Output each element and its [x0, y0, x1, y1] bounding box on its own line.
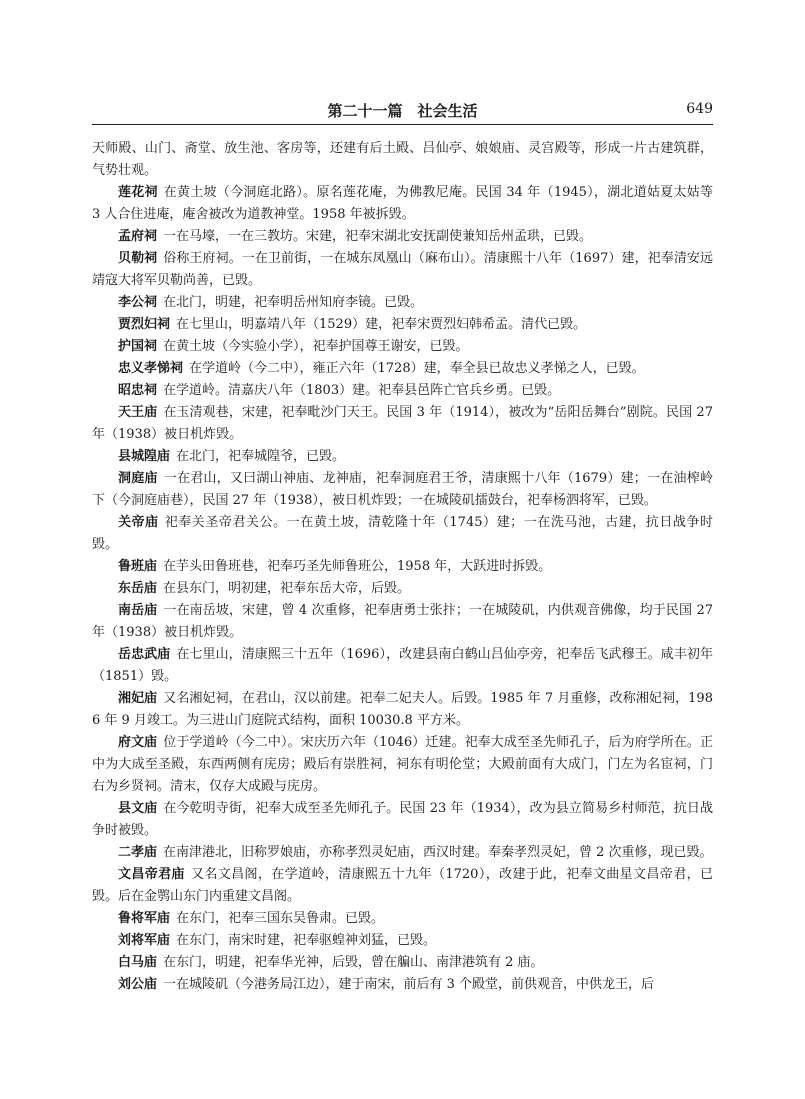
entry-paragraph [92, 512, 713, 556]
entry-term: 鲁将军庙 [118, 911, 171, 926]
entry-text: 在芋头田鲁班巷，祀奉巧圣先师鲁班公，1958 年，大跃进时拆毁。 [163, 559, 552, 574]
entry-paragraph [92, 908, 713, 930]
entry-text: 在学道岭。清嘉庆八年（1803）建。祀奉县邑阵亡官兵乡勇。已毁。 [163, 383, 561, 398]
entry-paragraph [92, 358, 713, 380]
entry-text: 在北门，祀奉城隍爷，已毁。 [176, 449, 346, 464]
entry-term: 贾烈妇祠 [118, 317, 171, 332]
entry-paragraph [92, 842, 713, 864]
entry-term: 莲花祠 [118, 185, 158, 200]
entry-text: 在学道岭（今二中），雍正六年（1728）建，奉全县已故忠义孝悌之人，已毁。 [189, 361, 645, 376]
entry-term: 县文庙 [118, 801, 158, 816]
entry-text: 在县东门，明初建，祀奉东岳大帝，后毁。 [163, 581, 411, 596]
entry-text: 在玉清观巷，宋建，祀奉毗沙门天王。民国 3 年（1914），被改为“岳阳岳舞台”剧院。民国 27 年（1938）被日机炸毁。 [92, 405, 713, 442]
entry-paragraph [92, 930, 713, 952]
entry-paragraph [92, 292, 713, 314]
entry-paragraph [92, 732, 713, 798]
entry-text: 在今乾明寺街，祀奉大成至圣先师孔子。民国 23 年（1934），改为县立简易乡村师范，抗日战争时被毁。 [92, 801, 713, 838]
entry-paragraph [92, 226, 713, 248]
entry-paragraph [92, 644, 713, 688]
entry-paragraph [92, 952, 713, 974]
entry-text: 祀奉关圣帝君关公。一在黄土坡，清乾隆十年（1745）建；一在洗马池，古建，抗日战争时毁。 [92, 515, 713, 552]
entry-text: 一在马壕，一在三教坊。宋建，祀奉宋湖北安抚副使兼知岳州孟珙，已毁。 [163, 229, 593, 244]
entry-term: 白马庙 [118, 955, 158, 970]
header-divider [92, 124, 713, 125]
entry-text: 在黄土坡（今洞庭北路）。原名莲花庵，为佛教尼庵。民国 34 年（1945），湖北道姑夏太姑等 3 人合住进庵，庵舍被改为道教神堂。1958 年被拆毁。 [92, 185, 713, 222]
entry-text: 在七里山，明嘉靖八年（1529）建，祀奉宋贾烈妇韩希孟。清代已毁。 [176, 317, 587, 332]
entry-term: 府文庙 [118, 735, 158, 750]
entry-text: 在七里山，清康熙三十五年（1696），改建县南白鹤山吕仙亭旁，祀奉岳飞武穆王。咸丰初年（1851）毁。 [92, 647, 713, 684]
chapter-title: 第二十一篇 社会生活 [327, 102, 478, 120]
entry-paragraph [92, 380, 713, 402]
entry-term: 鲁班庙 [118, 559, 158, 574]
entry-term: 李公祠 [118, 295, 158, 310]
entry-term: 护国祠 [118, 339, 158, 354]
entry-paragraph [92, 578, 713, 600]
entry-text: 位于学道岭（今二中）。宋庆历六年（1046）迁建。祀奉大成至圣先师孔子，后为府学所在。正中为大成至圣殿，东西两侧有庑房；殿后有崇胜祠，祠东有明伦堂；大殿前面有大成门，门左为名宦祠，门右为乡贤祠。清末，仅存大成殿与庑房。 [92, 735, 713, 794]
entry-text: 在东门，明建，祀奉华光神，后毁，曾在艑山、南津港筑有 2 庙。 [163, 955, 544, 970]
entry-term: 南岳庙 [118, 603, 158, 618]
entry-text: 在北门，明建，祀奉明岳州知府李镜。已毁。 [163, 295, 424, 310]
entry-term: 洞庭庙 [118, 471, 158, 486]
intro-paragraph: 天师殿、山门、斋堂、放生池、客房等，还建有后土殿、吕仙亭、娘娘庙、灵宫殿等，形成一片古建筑群，气势壮观。 [92, 141, 713, 178]
page-number: 649 [686, 101, 713, 117]
entry-paragraph [92, 864, 713, 908]
entry-text: 又名文昌阁，在学道岭，清康熙五十九年（1720），改建于此，祀奉文曲星文昌帝君，已毁。后在金鹗山东门内重建文昌阁。 [92, 867, 713, 904]
entry-paragraph [92, 446, 713, 468]
entry-text: 一在君山，又曰湖山神庙、龙神庙，祀奉洞庭君王爷，清康熙十八年（1679）建；一在油榨岭下（今洞庭庙巷），民国 27 年（1938），被日机炸毁；一在城陵矶擂鼓台，祀奉杨泗将军，已毁。 [92, 471, 713, 508]
entry-text: 在南津港北，旧称罗娘庙，亦称孝烈灵妃庙，西汉时建。奉秦孝烈灵妃，曾 2 次重修，现已毁。 [163, 845, 713, 860]
entry-term: 昭忠祠 [118, 383, 158, 398]
entry-paragraph [92, 556, 713, 578]
entry-paragraph [92, 182, 713, 226]
entry-term: 二孝庙 [118, 845, 158, 860]
entry-paragraph [92, 688, 713, 732]
entry-text: 一在南岳坡，宋建，曾 4 次重修，祀奉唐勇士张抃；一在城陵矶，内供观音佛像，均于民国 27 年（1938）被日机炸毁。 [92, 603, 713, 640]
entry-paragraph [92, 248, 713, 292]
entry-text: 一在城陵矶（今港务局江边），建于南宋，前后有 3 个殿堂，前供观音，中供龙王，后 [163, 977, 655, 992]
entry-paragraph [92, 314, 713, 336]
entry-term: 县城隍庙 [118, 449, 171, 464]
entry-term: 东岳庙 [118, 581, 158, 596]
entry-term: 孟府祠 [118, 229, 158, 244]
entry-paragraph [92, 336, 713, 358]
entry-text: 俗称王府祠。一在卫前街，一在城东凤凰山（麻布山）。清康熙十八年（1697）建，祀奉清安远靖寇大将军贝勒尚善，已毁。 [92, 251, 713, 288]
entry-text: 在东门，南宋时建，祀奉驱蝗神刘猛，已毁。 [176, 933, 437, 948]
entry-text: 在黄土坡（今实验小学），祀奉护国尊王谢安，已毁。 [163, 339, 469, 354]
entry-term: 忠义孝悌祠 [118, 361, 184, 376]
entry-paragraph [92, 600, 713, 644]
entry-term: 湘妃庙 [118, 691, 158, 706]
entry-paragraph [92, 974, 713, 996]
entry-term: 贝勒祠 [118, 251, 158, 266]
page-header [92, 98, 713, 120]
page-body [92, 138, 713, 996]
entry-text: 又名湘妃祠，在君山，汉以前建。祀奉二妃夫人。后毁。1985 年 7 月重修，改称湘妃祠，1986 年 9 月竣工。为三进山门庭院式结构，面积 10030.8 平方米。 [92, 691, 713, 728]
entry-list [92, 182, 713, 996]
entry-term: 刘公庙 [118, 977, 158, 992]
entry-term: 文昌帝君庙 [118, 867, 185, 882]
entry-term: 岳忠武庙 [118, 647, 171, 662]
entry-paragraph [92, 468, 713, 512]
entry-term: 关帝庙 [118, 515, 159, 530]
entry-term: 刘将军庙 [118, 933, 171, 948]
entry-paragraph [92, 402, 713, 446]
entry-text: 在东门，祀奉三国东吴鲁肃。已毁。 [176, 911, 385, 926]
entry-term: 天王庙 [118, 405, 158, 420]
entry-paragraph [92, 798, 713, 842]
